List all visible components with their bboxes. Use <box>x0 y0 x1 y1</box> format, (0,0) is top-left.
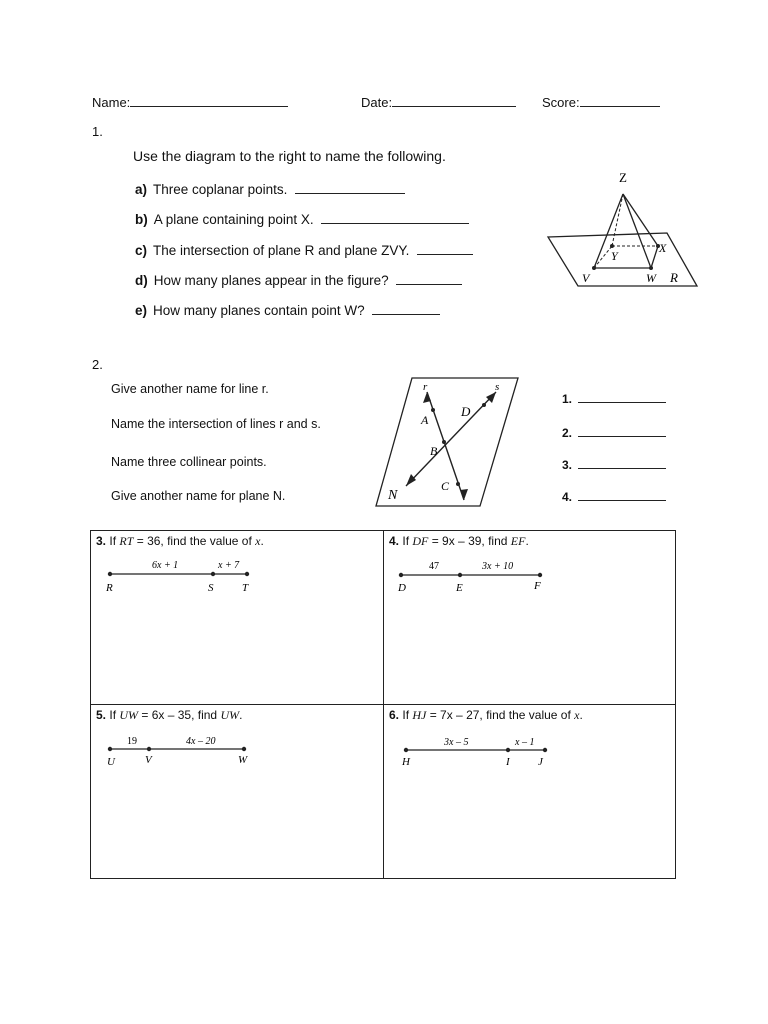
question-1d-letter: d) <box>135 273 148 288</box>
point-c <box>456 482 460 486</box>
answer-line-3[interactable] <box>562 456 666 472</box>
question-2-item-1: Give another name for line r. <box>111 382 269 396</box>
label-h: H <box>402 756 410 768</box>
problem-6-text-c: . <box>579 708 583 722</box>
question-1c-text: The intersection of plane R and plane ZVY. <box>153 243 410 258</box>
label-d: D <box>461 404 471 419</box>
problem-3-text-b: = 36, find the value of <box>133 534 256 548</box>
label-v: V <box>145 754 152 766</box>
problem-4-number: 4. <box>389 534 400 548</box>
label-x: X <box>659 241 667 255</box>
question-1-intro: Use the diagram to the right to name the following. <box>133 148 446 164</box>
problem-3-segment <box>100 556 270 598</box>
point-v <box>592 266 596 270</box>
question-1c-letter: c) <box>135 243 148 258</box>
point-d <box>399 573 403 577</box>
problem-6-target: x <box>574 708 580 722</box>
segment-ij-label: x – 1 <box>515 737 535 748</box>
answer-1c-blank[interactable] <box>417 242 473 255</box>
problem-4-var: DF <box>412 534 429 548</box>
point-h <box>404 748 408 752</box>
label-v: V <box>582 271 590 285</box>
point-b <box>442 440 446 444</box>
question-1b-letter: b) <box>135 212 148 227</box>
segment-st-label: x + 7 <box>218 560 240 571</box>
problem-5-segment <box>100 730 260 772</box>
problem-5-var: UW <box>119 708 139 722</box>
pyramid-plane-figure <box>540 165 705 290</box>
label-z: Z <box>619 170 627 185</box>
question-2-item-3: Name three collinear points. <box>111 455 267 469</box>
question-2-number: 2. <box>92 357 103 372</box>
answer-1b-blank[interactable] <box>321 211 469 224</box>
question-1e-letter: e) <box>135 303 148 318</box>
problem-5-target: UW <box>220 708 240 722</box>
segment-vw-label: 4x – 20 <box>186 736 216 747</box>
problem-4-prompt <box>389 534 529 549</box>
question-1a-text: Three coplanar points. <box>153 182 288 197</box>
segment-hi-label: 3x – 5 <box>444 737 469 748</box>
lines-plane-figure <box>372 372 522 512</box>
problem-6-segment <box>397 731 557 773</box>
problem-3-target: x <box>255 534 261 548</box>
edge-zy <box>612 194 623 246</box>
point-s <box>211 572 215 576</box>
question-1d-text: How many planes appear in the figure? <box>153 273 389 288</box>
label-w: W <box>238 754 248 766</box>
label-e: E <box>456 582 463 594</box>
point-i <box>506 748 510 752</box>
problem-3-var: RT <box>119 534 134 548</box>
point-e <box>458 573 462 577</box>
answer-line-1-number: 1. <box>562 392 573 406</box>
edge-wx <box>651 246 658 268</box>
answer-line-1[interactable] <box>562 390 666 406</box>
answer-line-3-number: 3. <box>562 458 573 472</box>
score-field[interactable] <box>542 94 660 110</box>
label-r: R <box>670 270 678 285</box>
edge-vy <box>594 246 612 268</box>
label-i: I <box>506 756 510 768</box>
date-field[interactable] <box>361 94 516 110</box>
question-2-item-2: Name the intersection of lines r and s. <box>111 417 321 431</box>
point-j <box>543 748 547 752</box>
label-f: F <box>534 580 541 592</box>
question-1b-text: A plane containing point X. <box>153 212 314 227</box>
date-blank[interactable] <box>392 94 516 107</box>
problem-5-text-c: . <box>239 708 243 722</box>
label-t: T <box>242 582 249 594</box>
point-r <box>108 572 112 576</box>
question-1c <box>135 242 473 258</box>
label-plane-n: N <box>388 488 398 503</box>
problem-4-text-c: . <box>525 534 529 548</box>
answer-line-4[interactable] <box>562 488 666 504</box>
answer-line-2-blank[interactable] <box>578 424 666 437</box>
point-w <box>242 747 246 751</box>
answer-line-3-blank[interactable] <box>578 456 666 469</box>
problem-5-text-b: = 6x – 35, find <box>138 708 221 722</box>
question-1a-letter: a) <box>135 182 148 197</box>
problem-4-segment <box>392 557 552 599</box>
date-label: Date: <box>361 95 393 110</box>
question-1e <box>135 302 440 318</box>
score-label: Score: <box>542 95 580 110</box>
label-d: D <box>398 582 406 594</box>
point-v <box>147 747 151 751</box>
answer-line-4-blank[interactable] <box>578 488 666 501</box>
name-blank[interactable] <box>130 94 288 107</box>
point-w <box>649 266 653 270</box>
label-s: S <box>208 582 214 594</box>
problem-4-text-a: If <box>402 534 413 548</box>
segment-de-label: 47 <box>429 561 439 572</box>
label-line-s: s <box>495 381 500 393</box>
label-y: Y <box>611 249 618 263</box>
answer-line-4-number: 4. <box>562 490 573 504</box>
question-1e-text: How many planes contain point W? <box>153 303 365 318</box>
problem-6-number: 6. <box>389 708 400 722</box>
problem-5-number: 5. <box>96 708 107 722</box>
answer-line-1-blank[interactable] <box>578 390 666 403</box>
grid-horizontal-divider <box>90 704 676 705</box>
question-1b <box>135 211 469 227</box>
answer-1a-blank[interactable] <box>295 181 405 194</box>
point-y <box>610 244 614 248</box>
problem-3-text-a: If <box>109 534 120 548</box>
problem-5-text-a: If <box>109 708 120 722</box>
answer-line-2[interactable] <box>562 424 666 440</box>
problem-6-text-a: If <box>402 708 413 722</box>
label-r: R <box>106 582 113 594</box>
edge-zx <box>623 194 658 246</box>
name-field[interactable] <box>92 94 288 110</box>
label-line-r: r <box>423 381 428 393</box>
answer-1e-blank[interactable] <box>372 302 440 315</box>
question-2-item-4: Give another name for plane N. <box>111 489 286 503</box>
answer-line-2-number: 2. <box>562 426 573 440</box>
problem-6-text-b: = 7x – 27, find the value of <box>426 708 575 722</box>
question-1d <box>135 272 462 288</box>
segment-ef-label: 3x + 10 <box>482 561 514 572</box>
point-a <box>431 408 435 412</box>
label-a: A <box>421 413 429 427</box>
problem-6-var: HJ <box>412 708 427 722</box>
edge-zv <box>594 194 623 268</box>
name-label: Name: <box>92 95 131 110</box>
line-r-arrow-bottom <box>460 489 468 500</box>
problem-4-text-b: = 9x – 39, find <box>428 534 511 548</box>
point-u <box>108 747 112 751</box>
label-c: C <box>441 479 450 493</box>
label-b: B <box>430 444 438 458</box>
score-blank[interactable] <box>580 94 660 107</box>
answer-1d-blank[interactable] <box>396 272 462 285</box>
problem-4-target: EF <box>510 534 526 548</box>
problem-6-prompt <box>389 708 583 723</box>
label-j: J <box>538 756 543 768</box>
segment-rs-label: 6x + 1 <box>152 560 179 571</box>
point-f <box>538 573 542 577</box>
label-u: U <box>107 756 115 768</box>
edge-zw <box>623 194 651 268</box>
problem-3-text-c: . <box>260 534 264 548</box>
line-s-arrow-bottom <box>406 474 416 486</box>
question-1a <box>135 181 405 197</box>
label-w: W <box>646 271 656 285</box>
point-t <box>245 572 249 576</box>
question-1-number: 1. <box>92 124 103 139</box>
point-d <box>482 403 486 407</box>
problem-5-prompt <box>96 708 242 723</box>
problem-3-prompt <box>96 534 264 549</box>
segment-uv-label: 19 <box>127 736 137 747</box>
problem-3-number: 3. <box>96 534 107 548</box>
